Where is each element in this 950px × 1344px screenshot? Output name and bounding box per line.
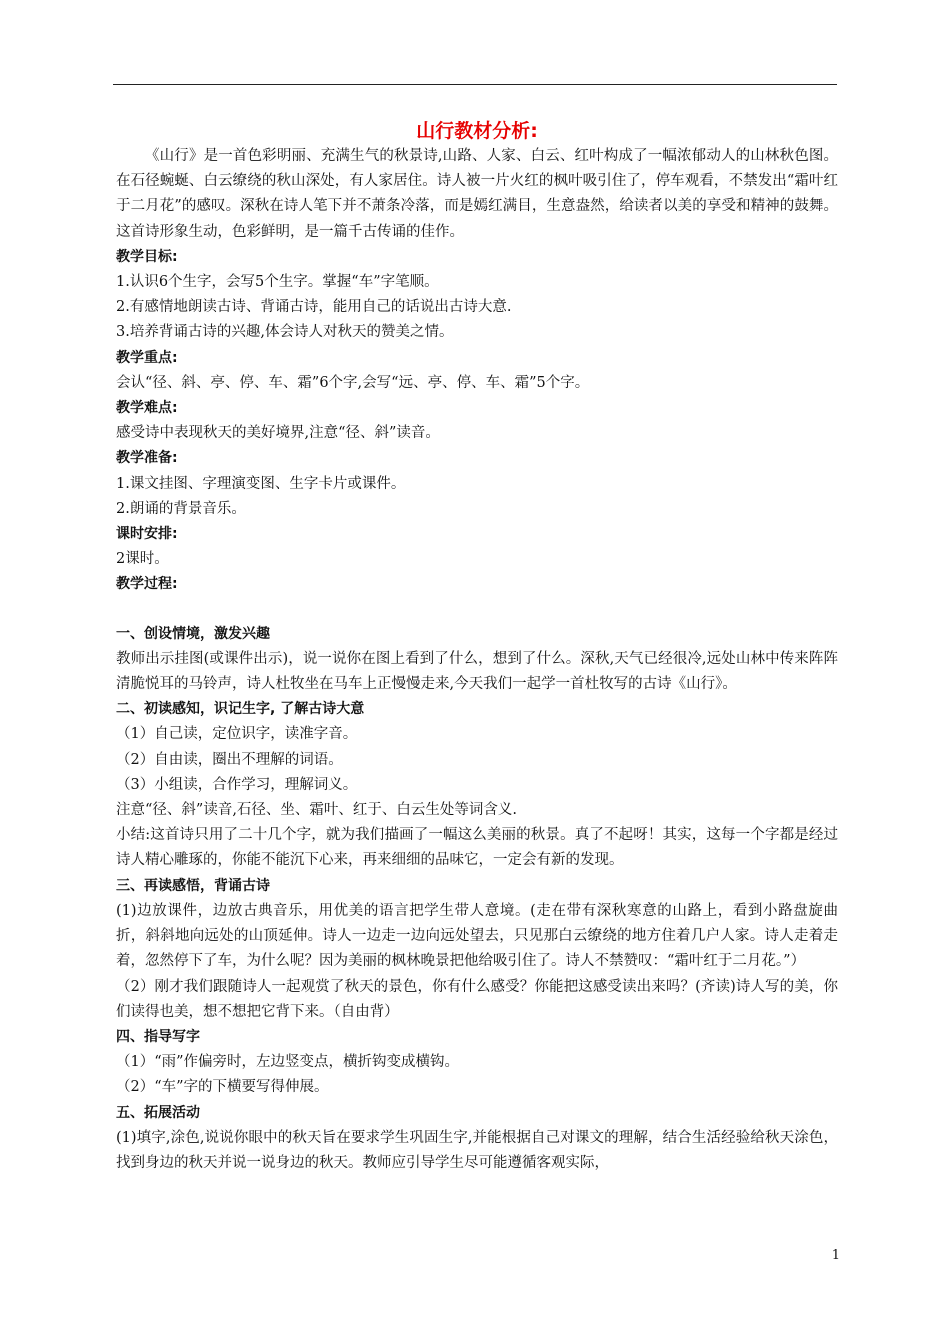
section-line: 1.课文挂图、字理演变图、生字卡片或课件。 bbox=[116, 475, 406, 492]
process-line: (1)边放课件，边放古典音乐，用优美的语言把学生带人意境。(走在带有深秋寒意的山路上，看到小路盘旋曲折，斜斜地向远处的山顶延伸。诗人一边走一边向远处望去，只见那白云缭绕的地方住着几户人家。诗人走着走着，忽然停下了车，为什么呢？因为美丽的枫林晚景把他给吸引住了。诗人不禁赞叹：“霜叶红于二月花。”） bbox=[116, 902, 838, 970]
process-heading: 四、指导写字 bbox=[116, 1028, 200, 1045]
section-heading: 教学准备: bbox=[116, 450, 178, 467]
process-line: 教师出示挂图(或课件出示)，说一说你在图上看到了什么，想到了什么。深秋,天气已经很冷,远处山林中传来阵阵清脆悦耳的马铃声，诗人杜牧坐在马车上正慢慢走来,今天我们一起学一首杜牧写的古诗《山行》。 bbox=[116, 650, 838, 693]
intro-paragraph: 《山行》是一首色彩明丽、充满生气的秋景诗,山路、人家、白云、红叶构成了一幅浓郁动人的山林秋色图。在石径蜿蜒、白云缭绕的秋山深处，有人家居住。诗人被一片火红的枫叶吸引住了，停车观看，不禁发出“霜叶红于二月花”的感叹。深秋在诗人笔下并不萧条冷落，而是嫣红满目，生意盎然，给读者以美的享受和精神的鼓舞。这首诗形象生动，色彩鲜明，是一篇千古传诵的佳作。 bbox=[116, 148, 838, 240]
section-line: 2.有感情地朗读古诗、背诵古诗，能用自己的话说出古诗大意. bbox=[116, 299, 512, 316]
process-line: 注意“径、斜”读音,石径、坐、霜叶、红于、白云生处等词含义. bbox=[116, 802, 518, 819]
process-line: （2）自由读，圈出不理解的词语。 bbox=[116, 751, 343, 768]
process-line: （3）小组读，合作学习，理解词义。 bbox=[116, 776, 358, 793]
process-line: （2）“车”字的下横要写得伸展。 bbox=[116, 1079, 329, 1096]
document-body bbox=[116, 118, 838, 1176]
section-line: 感受诗中表现秋天的美好境界,注意“径、斜”读音。 bbox=[116, 425, 440, 442]
section-gap bbox=[116, 598, 838, 622]
section-heading: 教学过程: bbox=[116, 576, 178, 593]
section-line: 1.认识6个生字，会写5个生字。掌握“车”字笔顺。 bbox=[116, 274, 439, 291]
process-line: （2）刚才我们跟随诗人一起观赏了秋天的景色，你有什么感受？你能把这感受读出来吗？(齐读)诗人写的美，你们读得也美，想不想把它背下来。（自由背） bbox=[116, 978, 838, 1020]
section-heading: 课时安排: bbox=[116, 526, 178, 543]
page-number: 1 bbox=[831, 1248, 840, 1263]
process-line: 小结:这首诗只用了二十几个字，就为我们描画了一幅这么美丽的秋景。真了不起呀！其实，这每一个字都是经过诗人精心雕琢的，你能不能沉下心来，再来细细的品味它，一定会有新的发现。 bbox=[116, 827, 838, 869]
lesson-sections bbox=[116, 245, 838, 598]
section-line: 会认“径、斜、亭、停、车、霜”6个字,会写“远、亭、停、车、霜”5个字。 bbox=[116, 374, 590, 391]
teaching-process bbox=[116, 622, 838, 1176]
process-line: （1）“雨”作偏旁时，左边竖变点，横折钩变成横钩。 bbox=[116, 1054, 460, 1071]
document-title: 山行教材分析: bbox=[416, 120, 538, 142]
process-line: （1）自己读，定位识字，读准字音。 bbox=[116, 726, 358, 743]
section-line: 2课时。 bbox=[116, 551, 169, 568]
section-heading: 教学难点: bbox=[116, 400, 178, 417]
process-heading: 二、初读感知，识记生字, 了解古诗大意 bbox=[116, 701, 365, 718]
section-heading: 教学目标: bbox=[116, 248, 178, 265]
header-rule bbox=[113, 84, 837, 85]
process-line: (1)填字,涂色,说说你眼中的秋天旨在要求学生巩固生字,并能根据自己对课文的理解，结合生活经验给秋天涂色，找到身边的秋天并说一说身边的秋天。教师应引导学生尽可能遵循客观实际， bbox=[116, 1129, 838, 1171]
process-heading: 三、再读感悟，背诵古诗 bbox=[116, 877, 270, 894]
section-heading: 教学重点: bbox=[116, 349, 178, 366]
process-heading: 五、拓展活动 bbox=[116, 1104, 200, 1121]
process-heading: 一、创设情境，激发兴趣 bbox=[116, 625, 270, 642]
section-line: 2.朗诵的背景音乐。 bbox=[116, 500, 246, 517]
section-line: 3.培养背诵古诗的兴趣,体会诗人对秋天的赞美之情。 bbox=[116, 324, 454, 341]
